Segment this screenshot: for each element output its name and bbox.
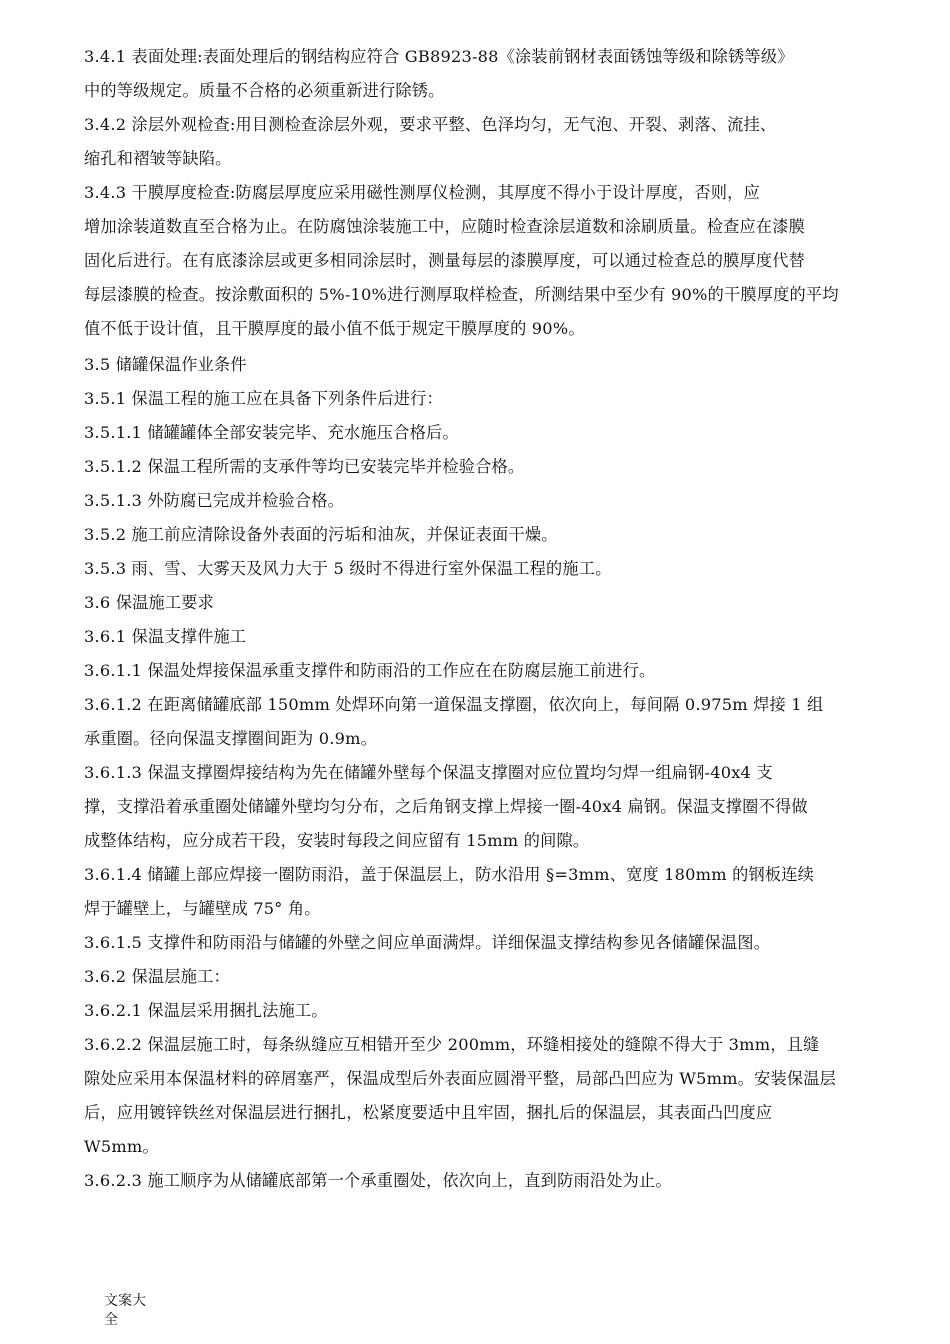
- paragraph: [84, 926, 894, 960]
- paragraph: [84, 416, 894, 450]
- paragraph-line: 承重圈。径向保温支撑圈间距为 0.9m。: [84, 729, 378, 748]
- paragraph-line: 值不低于设计值，且干膜厚度的最小值不低于规定干膜厚度的 90%。: [84, 319, 585, 338]
- paragraph-line: 3.6 保温施工要求: [84, 593, 215, 612]
- page-footer: [104, 1292, 164, 1330]
- footer-line-2: 全: [104, 1312, 118, 1328]
- paragraph-line: 3.6.2.3 施工顺序为从储罐底部第一个承重圈处，依次向上，直到防雨沿处为止。: [84, 1171, 672, 1190]
- paragraph-line: 后，应用镀锌铁丝对保温层进行捆扎，松紧度要适中且牢固，捆扎后的保温层，其表面凸凹度应: [84, 1103, 773, 1122]
- paragraph: [84, 1164, 894, 1198]
- paragraph-line: 3.4.3 干膜厚度检查:防腐层厚度应采用磁性测厚仪检测，其厚度不得小于设计厚度，否则，应: [84, 183, 760, 202]
- paragraph: [84, 960, 894, 994]
- paragraph: [84, 108, 894, 176]
- paragraph-line: 隙处应采用本保温材料的碎屑塞严，保温成型后外表面应圆滑平整，局部凸凹应为 W5mm。安装保温层: [84, 1069, 837, 1088]
- paragraph-line: 3.6.1.5 支撑件和防雨沿与储罐的外壁之间应单面满焊。详细保温支撑结构参见各储罐保温图。: [84, 933, 771, 952]
- paragraph-line: 每层漆膜的检查。按涂敷面积的 5%-10%进行测厚取样检查，所测结果中至少有 90%的干膜厚度的平均: [84, 285, 839, 304]
- paragraph-line: 撑，支撑沿着承重圈处储罐外壁均匀分布，之后角钢支撑上焊接一圈-40x4 扁钢。保温支撑圈不得做: [84, 797, 808, 816]
- paragraph-line: W5mm。: [84, 1137, 159, 1156]
- paragraph-line: 增加涂装道数直至合格为止。在防腐蚀涂装施工中，应随时检查涂层道数和涂刷质量。检查应在漆膜: [84, 217, 806, 236]
- paragraph-line: 3.6.2.2 保温层施工时，每条纵缝应互相错开至少 200mm，环缝相接处的缝隙不得大于 3mm，且缝: [84, 1035, 820, 1054]
- paragraph: [84, 176, 894, 346]
- paragraph: [84, 994, 894, 1028]
- paragraph: [84, 518, 894, 552]
- paragraph-line: 3.4.2 涂层外观检查:用目测检查涂层外观，要求平整、色泽均匀，无气泡、开裂、剥落、流挂、: [84, 115, 777, 134]
- paragraph: [84, 450, 894, 484]
- paragraph: [84, 858, 894, 926]
- paragraph: [84, 552, 894, 586]
- paragraph: [84, 382, 894, 416]
- paragraph: [84, 654, 894, 688]
- paragraph-line: 3.6.2 保温层施工：: [84, 967, 230, 986]
- paragraph: [84, 348, 894, 382]
- paragraph: [84, 756, 894, 858]
- paragraph-line: 3.6.1.4 储罐上部应焊接一圈防雨沿，盖于保温层上，防水沿用 §=3mm、宽度 180mm 的钢板连续: [84, 865, 815, 884]
- paragraph-line: 3.5.1.3 外防腐已完成并检验合格。: [84, 491, 345, 510]
- paragraph: [84, 620, 894, 654]
- paragraph-line: 3.5 储罐保温作业条件: [84, 355, 247, 374]
- footer-line-1: 文案大: [104, 1293, 146, 1309]
- paragraph-line: 3.6.1.2 在距离储罐底部 150mm 处焊环向第一道保温支撑圈，依次向上，每间隔 0.975m 焊接 1 组: [84, 695, 824, 714]
- paragraph-line: 3.6.1.1 保温处焊接保温承重支撑件和防雨沿的工作应在在防腐层施工前进行。: [84, 661, 656, 680]
- paragraph-line: 3.5.3 雨、雪、大雾天及风力大于 5 级时不得进行室外保温工程的施工。: [84, 559, 612, 578]
- paragraph-line: 焊于罐壁上，与罐壁成 75° 角。: [84, 899, 321, 918]
- paragraph-line: 固化后进行。在有底漆涂层或更多相同涂层时，测量每层的漆膜厚度，可以通过检查总的膜厚度代替: [84, 251, 806, 270]
- paragraph-line: 中的等级规定。质量不合格的必须重新进行除锈。: [84, 81, 445, 100]
- paragraph: [84, 586, 894, 620]
- paragraph-line: 成整体结构，应分成若干段，安装时每段之间应留有 15mm 的间隙。: [84, 831, 590, 850]
- paragraph: [84, 1028, 894, 1164]
- paragraph-line: 3.6.2.1 保温层采用捆扎法施工。: [84, 1001, 328, 1020]
- paragraph-line: 3.6.1 保温支撑件施工: [84, 627, 247, 646]
- paragraph-line: 3.5.1.1 储罐罐体全部安装完毕、充水施压合格后。: [84, 423, 459, 442]
- paragraph: [84, 484, 894, 518]
- paragraph-line: 3.5.1.2 保温工程所需的支承件等均已安装完毕并检验合格。: [84, 457, 525, 476]
- paragraph-line: 3.5.2 施工前应清除设备外表面的污垢和油灰，并保证表面干燥。: [84, 525, 558, 544]
- paragraph: [84, 688, 894, 756]
- paragraph: [84, 40, 894, 108]
- paragraph-line: 缩孔和褶皱等缺陷。: [84, 149, 232, 168]
- paragraph-line: 3.6.1.3 保温支撑圈焊接结构为先在储罐外壁每个保温支撑圈对应位置均匀焊一组扁钢-40x4 支: [84, 763, 773, 782]
- paragraph-line: 3.5.1 保温工程的施工应在具备下列条件后进行：: [84, 389, 443, 408]
- paragraph-line: 3.4.1 表面处理:表面处理后的钢结构应符合 GB8923-88《涂装前钢材表面锈蚀等级和除锈等级》: [84, 47, 794, 66]
